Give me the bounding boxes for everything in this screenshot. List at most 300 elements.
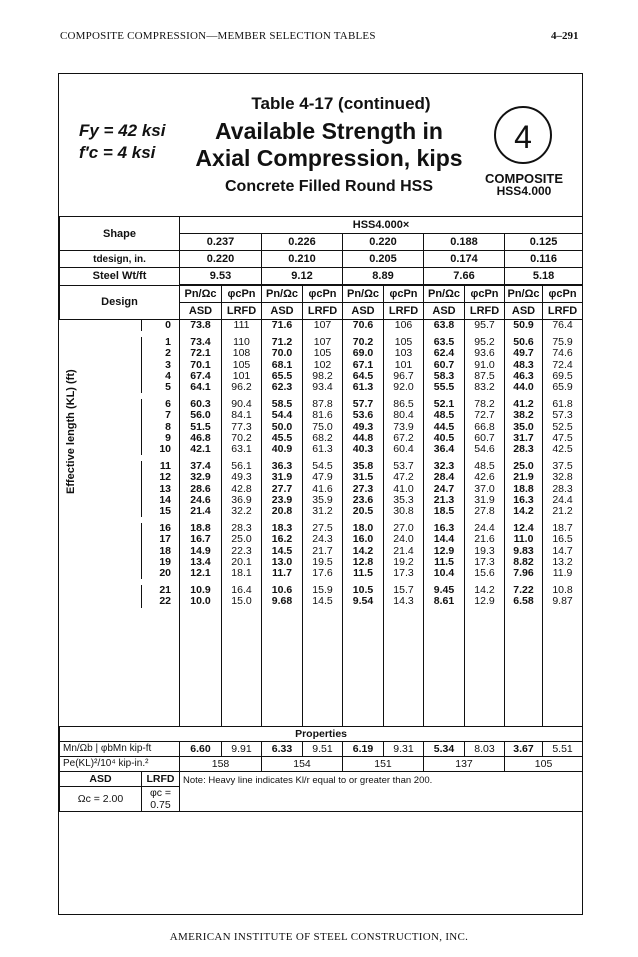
lrfd-value: 28.3 xyxy=(543,484,583,495)
nominal-wall-4: 0.188 xyxy=(424,234,505,251)
blank-cell xyxy=(180,608,222,727)
running-head: COMPOSITE COMPRESSION—MEMBER SELECTION TABLES xyxy=(60,30,376,42)
effective-length-value: 12 xyxy=(142,472,180,483)
pe-value: 151 xyxy=(343,756,424,771)
asd-value: 69.0 xyxy=(343,348,384,359)
table-row xyxy=(60,320,583,332)
asd-value: 63.5 xyxy=(424,337,465,348)
asd-header: ASD xyxy=(424,303,465,320)
asd-value: 13.4 xyxy=(180,557,222,568)
asd-value: 20.8 xyxy=(262,506,303,517)
asd-value: 54.4 xyxy=(262,410,303,421)
asd-value: 7.96 xyxy=(505,568,543,579)
asd-value: 14.2 xyxy=(343,546,384,557)
design-wall-3: 0.205 xyxy=(343,251,424,268)
asd-value: 49.7 xyxy=(505,348,543,359)
asd-value: 36.3 xyxy=(262,461,303,472)
blank-cell xyxy=(505,608,543,727)
lrfd-value: 91.0 xyxy=(465,360,505,371)
effective-length-value: 1 xyxy=(142,337,180,348)
lrfd-value: 87.8 xyxy=(303,399,343,410)
asd-value: 71.2 xyxy=(262,337,303,348)
lrfd-value: 15.6 xyxy=(465,568,505,579)
label-spacer xyxy=(60,596,142,607)
lrfd-value: 41.6 xyxy=(303,484,343,495)
lrfd-header: LRFD xyxy=(465,303,505,320)
asd-value: 60.7 xyxy=(424,360,465,371)
shape-label: Shape xyxy=(60,217,180,251)
lrfd-value: 95.7 xyxy=(465,320,505,332)
lrfd-value: 41.0 xyxy=(384,484,424,495)
table-row xyxy=(60,382,583,393)
design-wall-1: 0.220 xyxy=(180,251,262,268)
lrfd-value: 105 xyxy=(222,360,262,371)
nominal-wall-1: 0.237 xyxy=(180,234,262,251)
mn-label: Mn/Ωb | φbMn kip-ft xyxy=(60,741,180,756)
label-spacer xyxy=(60,523,142,534)
lrfd-value: 11.9 xyxy=(543,568,583,579)
lrfd-value: 95.2 xyxy=(465,337,505,348)
lrfd-value: 10.8 xyxy=(543,585,583,596)
effective-length-value: 3 xyxy=(142,360,180,371)
omega-value: Ωc = 2.00 xyxy=(60,786,142,811)
blank-cell xyxy=(384,608,424,727)
lrfd-value: 54.5 xyxy=(303,461,343,472)
lrfd-value: 27.8 xyxy=(465,506,505,517)
steel-wt-label: Steel Wt/ft xyxy=(60,268,180,286)
effective-length-value: 21 xyxy=(142,585,180,596)
lrfd-value: 35.9 xyxy=(303,495,343,506)
pe-label: Pe(KL)²/10⁴ kip-in.² xyxy=(60,756,180,771)
blank-cell xyxy=(303,608,343,727)
asd-value: 9.54 xyxy=(343,596,384,607)
mn-lrfd-value: 9.91 xyxy=(222,741,262,756)
lrfd-value: 101 xyxy=(384,360,424,371)
asd-value: 32.9 xyxy=(180,472,222,483)
lrfd-value: 60.4 xyxy=(384,444,424,455)
lrfd-value: 22.3 xyxy=(222,546,262,557)
asd-value: 28.4 xyxy=(424,472,465,483)
phi-value: φc = 0.75 xyxy=(142,786,180,811)
lrfd-value: 17.3 xyxy=(384,568,424,579)
lrfd-value: 17.3 xyxy=(465,557,505,568)
lrfd-value: 19.2 xyxy=(384,557,424,568)
label-spacer xyxy=(60,568,142,579)
lrfd-value: 28.3 xyxy=(222,523,262,534)
lrfd-value: 47.2 xyxy=(384,472,424,483)
lrfd-value: 24.0 xyxy=(384,534,424,545)
asd-value: 60.3 xyxy=(180,399,222,410)
asd-footer: ASD xyxy=(60,771,142,786)
chapter-badge: 4 xyxy=(494,106,552,164)
asd-value: 70.0 xyxy=(262,348,303,359)
asd-value: 23.9 xyxy=(262,495,303,506)
asd-value: 16.0 xyxy=(343,534,384,545)
steel-weight-4: 7.66 xyxy=(424,268,505,286)
asd-header: ASD xyxy=(505,303,543,320)
lrfd-value: 83.2 xyxy=(465,382,505,393)
asd-value: 57.7 xyxy=(343,399,384,410)
lrfd-value: 48.5 xyxy=(465,461,505,472)
pe-value: 137 xyxy=(424,756,505,771)
effective-length-value: 14 xyxy=(142,495,180,506)
asd-value: 64.5 xyxy=(343,371,384,382)
effective-length-value: 2 xyxy=(142,348,180,359)
effective-length-value: 5 xyxy=(142,382,180,393)
effective-length-value: 7 xyxy=(142,410,180,421)
asd-value: 18.8 xyxy=(180,523,222,534)
asd-value: 73.8 xyxy=(180,320,222,332)
label-spacer xyxy=(60,348,142,359)
asd-value: 14.9 xyxy=(180,546,222,557)
label-spacer xyxy=(60,546,142,557)
lrfd-value: 81.6 xyxy=(303,410,343,421)
mn-asd-value: 5.34 xyxy=(424,741,465,756)
pn-asd-header: Pn/Ωc xyxy=(505,285,543,303)
asd-value: 49.3 xyxy=(343,422,384,433)
lrfd-header: LRFD xyxy=(222,303,262,320)
lrfd-value: 61.8 xyxy=(543,399,583,410)
lrfd-value: 13.2 xyxy=(543,557,583,568)
note: Note: Heavy line indicates Kl/r equal to or greater than 200. xyxy=(180,771,583,811)
lrfd-value: 70.2 xyxy=(222,433,262,444)
asd-value: 10.6 xyxy=(262,585,303,596)
lrfd-value: 31.9 xyxy=(465,495,505,506)
lrfd-value: 110 xyxy=(222,337,262,348)
asd-value: 44.5 xyxy=(424,422,465,433)
lrfd-value: 32.8 xyxy=(543,472,583,483)
asd-value: 58.5 xyxy=(262,399,303,410)
lrfd-value: 17.6 xyxy=(303,568,343,579)
design-label: Design xyxy=(60,285,180,320)
asd-value: 41.2 xyxy=(505,399,543,410)
asd-value: 12.1 xyxy=(180,568,222,579)
asd-value: 46.8 xyxy=(180,433,222,444)
mn-asd-value: 6.19 xyxy=(343,741,384,756)
lrfd-value: 14.3 xyxy=(384,596,424,607)
asd-value: 50.0 xyxy=(262,422,303,433)
label-spacer xyxy=(60,320,142,332)
effective-length-value: 13 xyxy=(142,484,180,495)
asd-value: 14.2 xyxy=(505,506,543,517)
lrfd-value: 37.5 xyxy=(543,461,583,472)
asd-value: 36.4 xyxy=(424,444,465,455)
effective-length-value: 22 xyxy=(142,596,180,607)
lrfd-value: 69.5 xyxy=(543,371,583,382)
lrfd-value: 21.6 xyxy=(465,534,505,545)
lrfd-value: 86.5 xyxy=(384,399,424,410)
effective-length-value: 18 xyxy=(142,546,180,557)
lrfd-value: 21.7 xyxy=(303,546,343,557)
asd-value: 40.9 xyxy=(262,444,303,455)
table-row xyxy=(60,568,583,579)
lrfd-value: 78.2 xyxy=(465,399,505,410)
lrfd-value: 36.9 xyxy=(222,495,262,506)
lrfd-value: 72.7 xyxy=(465,410,505,421)
effective-length-value: 4 xyxy=(142,371,180,382)
properties-label: Properties xyxy=(60,726,583,741)
asd-value: 40.3 xyxy=(343,444,384,455)
label-spacer xyxy=(60,337,142,348)
mn-asd-value: 3.67 xyxy=(505,741,543,756)
asd-value: 61.3 xyxy=(343,382,384,393)
lrfd-header: LRFD xyxy=(384,303,424,320)
asd-value: 12.4 xyxy=(505,523,543,534)
lrfd-value: 56.1 xyxy=(222,461,262,472)
asd-value: 45.5 xyxy=(262,433,303,444)
asd-value: 28.6 xyxy=(180,484,222,495)
lrfd-value: 42.6 xyxy=(465,472,505,483)
table-row xyxy=(60,410,583,421)
asd-value: 40.5 xyxy=(424,433,465,444)
lrfd-value: 57.3 xyxy=(543,410,583,421)
lrfd-value: 92.0 xyxy=(384,382,424,393)
effective-length-value: 20 xyxy=(142,568,180,579)
fc-label: f′c = 4 ksi xyxy=(79,143,156,162)
lrfd-value: 30.8 xyxy=(384,506,424,517)
effective-length-value: 10 xyxy=(142,444,180,455)
asd-value: 14.4 xyxy=(424,534,465,545)
steel-weight-2: 9.12 xyxy=(262,268,343,286)
asd-value: 32.3 xyxy=(424,461,465,472)
asd-value: 62.4 xyxy=(424,348,465,359)
lrfd-value: 65.9 xyxy=(543,382,583,393)
asd-value: 25.0 xyxy=(505,461,543,472)
lrfd-header: LRFD xyxy=(303,303,343,320)
asd-value: 62.3 xyxy=(262,382,303,393)
asd-value: 16.3 xyxy=(424,523,465,534)
lrfd-value: 77.3 xyxy=(222,422,262,433)
asd-value: 27.7 xyxy=(262,484,303,495)
table-row xyxy=(60,472,583,483)
nominal-wall-2: 0.226 xyxy=(262,234,343,251)
lrfd-value: 93.4 xyxy=(303,382,343,393)
lrfd-value: 18.1 xyxy=(222,568,262,579)
blank-rows xyxy=(60,608,583,727)
table-number: Table 4-17 (continued) xyxy=(251,94,431,113)
pn-asd-header: Pn/Ωc xyxy=(180,285,222,303)
lrfd-footer: LRFD xyxy=(142,771,180,786)
lrfd-value: 107 xyxy=(303,320,343,332)
effective-length-value: 11 xyxy=(142,461,180,472)
asd-value: 53.6 xyxy=(343,410,384,421)
lrfd-value: 47.5 xyxy=(543,433,583,444)
table-row xyxy=(60,348,583,359)
asd-value: 16.7 xyxy=(180,534,222,545)
asd-header: ASD xyxy=(262,303,303,320)
table-subtitle: Concrete Filled Round HSS xyxy=(224,178,433,195)
lrfd-value: 53.7 xyxy=(384,461,424,472)
asd-value: 72.1 xyxy=(180,348,222,359)
composite-label: COMPOSITE xyxy=(484,171,563,186)
blank-cell xyxy=(343,608,384,727)
asd-value: 18.8 xyxy=(505,484,543,495)
lrfd-value: 20.1 xyxy=(222,557,262,568)
asd-value: 24.6 xyxy=(180,495,222,506)
lrfd-value: 27.0 xyxy=(384,523,424,534)
lrfd-value: 49.3 xyxy=(222,472,262,483)
lrfd-value: 93.6 xyxy=(465,348,505,359)
tdesign-label: tdesign, in. xyxy=(60,251,180,268)
asd-value: 67.1 xyxy=(343,360,384,371)
asd-value: 10.0 xyxy=(180,596,222,607)
lrfd-value: 68.2 xyxy=(303,433,343,444)
lrfd-value: 54.6 xyxy=(465,444,505,455)
page-number: 4–291 xyxy=(551,30,579,42)
strength-table xyxy=(59,216,583,812)
asd-value: 7.22 xyxy=(505,585,543,596)
asd-value: 11.0 xyxy=(505,534,543,545)
asd-value: 10.9 xyxy=(180,585,222,596)
steel-weight-3: 8.89 xyxy=(343,268,424,286)
publisher-footer: AMERICAN INSTITUTE OF STEEL CONSTRUCTION, INC. xyxy=(169,931,469,943)
asd-value: 13.0 xyxy=(262,557,303,568)
label-spacer xyxy=(60,534,142,545)
asd-value: 48.5 xyxy=(424,410,465,421)
asd-value: 70.6 xyxy=(343,320,384,332)
lrfd-value: 14.2 xyxy=(465,585,505,596)
design-wall-4: 0.174 xyxy=(424,251,505,268)
asd-value: 20.5 xyxy=(343,506,384,517)
asd-value: 23.6 xyxy=(343,495,384,506)
asd-value: 12.8 xyxy=(343,557,384,568)
lrfd-value: 35.3 xyxy=(384,495,424,506)
lrfd-value: 52.5 xyxy=(543,422,583,433)
blank-cell xyxy=(60,608,180,727)
lrfd-value: 15.9 xyxy=(303,585,343,596)
lrfd-value: 108 xyxy=(222,348,262,359)
lrfd-value: 74.6 xyxy=(543,348,583,359)
asd-value: 56.0 xyxy=(180,410,222,421)
table-title-line2: Axial Compression, kips xyxy=(195,145,463,171)
pn-lrfd-header: φcPn xyxy=(543,285,583,303)
lrfd-value: 76.4 xyxy=(543,320,583,332)
effective-length-value: 17 xyxy=(142,534,180,545)
lrfd-value: 31.2 xyxy=(303,506,343,517)
asd-value: 50.9 xyxy=(505,320,543,332)
blank-cell xyxy=(262,608,303,727)
lrfd-value: 15.7 xyxy=(384,585,424,596)
effective-length-value: 15 xyxy=(142,506,180,517)
label-spacer xyxy=(60,557,142,568)
asd-value: 11.7 xyxy=(262,568,303,579)
lrfd-value: 66.8 xyxy=(465,422,505,433)
nominal-wall-3: 0.220 xyxy=(343,234,424,251)
lrfd-value: 103 xyxy=(384,348,424,359)
asd-value: 46.3 xyxy=(505,371,543,382)
asd-value: 37.4 xyxy=(180,461,222,472)
pn-asd-header: Pn/Ωc xyxy=(424,285,465,303)
lrfd-value: 72.4 xyxy=(543,360,583,371)
asd-value: 68.1 xyxy=(262,360,303,371)
lrfd-value: 27.5 xyxy=(303,523,343,534)
asd-value: 44.0 xyxy=(505,382,543,393)
lrfd-value: 24.4 xyxy=(465,523,505,534)
asd-value: 63.8 xyxy=(424,320,465,332)
mn-lrfd-value: 5.51 xyxy=(543,741,583,756)
pn-lrfd-header: φcPn xyxy=(222,285,262,303)
asd-value: 70.1 xyxy=(180,360,222,371)
lrfd-value: 16.4 xyxy=(222,585,262,596)
lrfd-value: 18.7 xyxy=(543,523,583,534)
asd-value: 52.1 xyxy=(424,399,465,410)
lrfd-value: 75.0 xyxy=(303,422,343,433)
lrfd-value: 42.5 xyxy=(543,444,583,455)
lrfd-value: 96.7 xyxy=(384,371,424,382)
lrfd-value: 105 xyxy=(303,348,343,359)
lrfd-value: 61.3 xyxy=(303,444,343,455)
lrfd-value: 21.2 xyxy=(543,506,583,517)
effective-length-value: 9 xyxy=(142,433,180,444)
asd-value: 12.9 xyxy=(424,546,465,557)
effective-length-value: 6 xyxy=(142,399,180,410)
mn-asd-value: 6.33 xyxy=(262,741,303,756)
lrfd-value: 107 xyxy=(303,337,343,348)
asd-value: 21.3 xyxy=(424,495,465,506)
asd-value: 16.2 xyxy=(262,534,303,545)
effective-length-value: 8 xyxy=(142,422,180,433)
lrfd-value: 102 xyxy=(303,360,343,371)
asd-value: 9.83 xyxy=(505,546,543,557)
lrfd-value: 98.2 xyxy=(303,371,343,382)
steel-weight-1: 9.53 xyxy=(180,268,262,286)
lrfd-value: 24.3 xyxy=(303,534,343,545)
asd-value: 31.9 xyxy=(262,472,303,483)
pn-asd-header: Pn/Ωc xyxy=(262,285,303,303)
asd-value: 51.5 xyxy=(180,422,222,433)
asd-header: ASD xyxy=(343,303,384,320)
mn-lrfd-value: 9.31 xyxy=(384,741,424,756)
pn-asd-header: Pn/Ωc xyxy=(343,285,384,303)
asd-value: 18.0 xyxy=(343,523,384,534)
asd-value: 31.5 xyxy=(343,472,384,483)
lrfd-value: 24.4 xyxy=(543,495,583,506)
asd-value: 18.5 xyxy=(424,506,465,517)
lrfd-value: 105 xyxy=(384,337,424,348)
lrfd-value: 14.7 xyxy=(543,546,583,557)
lrfd-value: 87.5 xyxy=(465,371,505,382)
lrfd-value: 90.4 xyxy=(222,399,262,410)
asd-value: 10.5 xyxy=(343,585,384,596)
asd-value: 27.3 xyxy=(343,484,384,495)
table-header xyxy=(59,74,582,217)
lrfd-value: 101 xyxy=(222,371,262,382)
lrfd-value: 75.9 xyxy=(543,337,583,348)
asd-value: 35.8 xyxy=(343,461,384,472)
asd-value: 16.3 xyxy=(505,495,543,506)
asd-value: 31.7 xyxy=(505,433,543,444)
blank-cell xyxy=(222,608,262,727)
lrfd-value: 21.4 xyxy=(384,546,424,557)
lrfd-value: 80.4 xyxy=(384,410,424,421)
design-wall-5: 0.116 xyxy=(505,251,583,268)
lrfd-value: 19.5 xyxy=(303,557,343,568)
steel-weight-5: 5.18 xyxy=(505,268,583,286)
lrfd-value: 42.8 xyxy=(222,484,262,495)
blank-cell xyxy=(424,608,465,727)
table-row xyxy=(60,534,583,545)
lrfd-value: 67.2 xyxy=(384,433,424,444)
asd-value: 48.3 xyxy=(505,360,543,371)
fy-label: Fy = 42 ksi xyxy=(79,121,166,140)
design-wall-2: 0.210 xyxy=(262,251,343,268)
lrfd-value: 12.9 xyxy=(465,596,505,607)
pn-lrfd-header: φcPn xyxy=(465,285,505,303)
effective-length-value: 16 xyxy=(142,523,180,534)
pn-lrfd-header: φcPn xyxy=(384,285,424,303)
pe-value: 154 xyxy=(262,756,343,771)
asd-header: ASD xyxy=(180,303,222,320)
